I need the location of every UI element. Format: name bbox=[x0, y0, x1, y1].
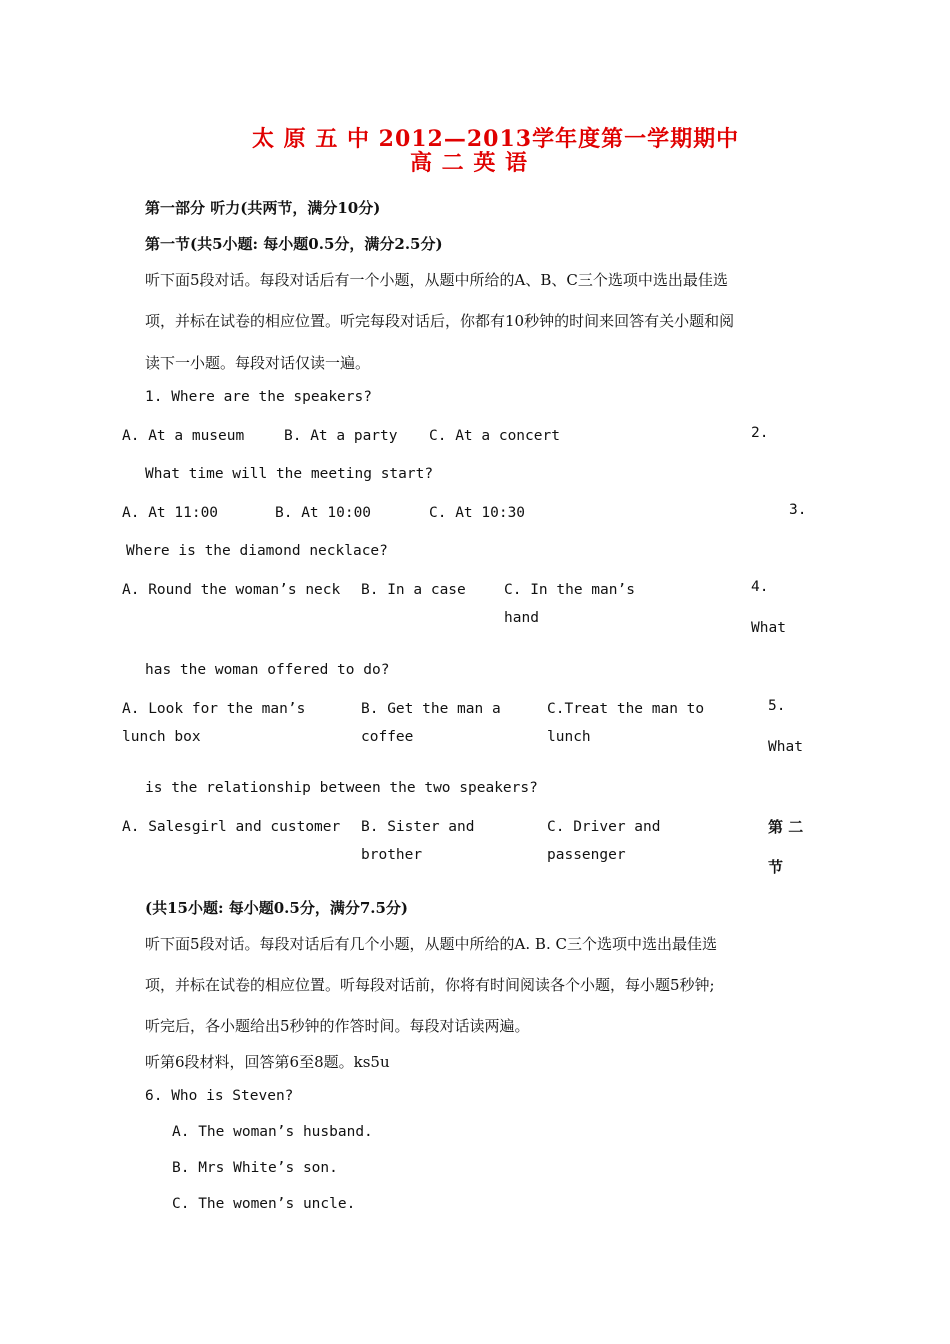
q4-option-b-line1: B. Get the man a bbox=[361, 701, 501, 717]
instruction-line: 项，并标在试卷的相应位置。听完每段对话后，你都有10秒钟的时间来回答有关小题和阅 bbox=[145, 312, 735, 330]
q5-number: 5. bbox=[768, 698, 786, 714]
title-line-2: 高 二 英 语 bbox=[410, 150, 528, 176]
q2-question: What time will the meeting start? bbox=[145, 466, 434, 482]
section2-instruction-line: 听下面5段对话。每段对话后有几个小题，从题中所给的A. B. C三个选项中选出最佳选 bbox=[145, 935, 717, 953]
q6-question: 6. Who is Steven? bbox=[145, 1088, 294, 1104]
q5-option-a: A. Salesgirl and customer bbox=[122, 819, 341, 835]
q4-number: 4. bbox=[751, 579, 769, 595]
q1-option-c: C. At a concert bbox=[429, 428, 560, 444]
section1-heading: 第一节(共5小题: 每小题0.5分，满分2.5分) bbox=[145, 235, 443, 253]
q5-option-b-line1: B. Sister and bbox=[361, 819, 475, 835]
q1-question: 1. Where are the speakers? bbox=[145, 389, 372, 405]
q3-number: 3. bbox=[789, 502, 807, 518]
q3-question: Where is the diamond necklace? bbox=[126, 543, 388, 559]
q3-option-b: B. In a case bbox=[361, 582, 466, 598]
q1-option-a: A. At a museum bbox=[122, 428, 245, 444]
q5-question: is the relationship between the two speakers? bbox=[145, 780, 538, 796]
section2-material-note: 听第6段材料，回答第6至8题。ks5u bbox=[145, 1053, 390, 1071]
q4-option-c-line1: C.Treat the man to bbox=[547, 701, 705, 717]
q3-option-c-line1: C. In the man’s bbox=[504, 582, 635, 598]
section2-heading: (共15小题: 每小题0.5分，满分7.5分) bbox=[145, 899, 409, 917]
q6-option-a: A. The woman’s husband. bbox=[172, 1124, 373, 1140]
q4-option-a-line1: A. Look for the man’s bbox=[122, 701, 306, 717]
q2-option-c: C. At 10:30 bbox=[429, 505, 526, 521]
q5-option-b-line2: brother bbox=[361, 847, 423, 863]
q3-option-c-line2: hand bbox=[504, 610, 539, 626]
q4-option-a-line2: lunch box bbox=[122, 729, 201, 745]
section2-label-line2: 节 bbox=[768, 858, 784, 876]
q4-question: has the woman offered to do? bbox=[145, 662, 390, 678]
section2-label-line1: 第 二 bbox=[768, 818, 804, 836]
section2-instruction-line: 听完后，各小题给出5秒钟的作答时间。每段对话读两遍。 bbox=[145, 1017, 530, 1035]
q2-number: 2. bbox=[751, 425, 769, 441]
q4-option-c-line2: lunch bbox=[547, 729, 591, 745]
q5-option-c-line2: passenger bbox=[547, 847, 626, 863]
q5-option-c-line1: C. Driver and bbox=[547, 819, 661, 835]
q4-number-word: What bbox=[751, 620, 786, 636]
part1-heading: 第一部分 听力(共两节，满分10分) bbox=[145, 199, 381, 217]
q5-number-word: What bbox=[768, 739, 803, 755]
instruction-line: 听下面5段对话。每段对话后有一个小题，从题中所给的A、B、C三个选项中选出最佳选 bbox=[145, 271, 728, 289]
q4-option-b-line2: coffee bbox=[361, 729, 414, 745]
title-line-1: 太 原 五 中 2012—2013学年度第一学期期中 bbox=[252, 126, 740, 152]
q6-option-c: C. The women’s uncle. bbox=[172, 1196, 356, 1212]
section2-instruction-line: 项，并标在试卷的相应位置。听每段对话前，你将有时间阅读各个小题，每小题5秒钟; bbox=[145, 976, 715, 994]
q1-option-b: B. At a party bbox=[284, 428, 398, 444]
instruction-line: 读下一小题。每段对话仅读一遍。 bbox=[145, 354, 371, 372]
q6-option-b: B. Mrs White’s son. bbox=[172, 1160, 338, 1176]
q3-option-a: A. Round the woman’s neck bbox=[122, 582, 341, 598]
q2-option-a: A. At 11:00 bbox=[122, 505, 219, 521]
q2-option-b: B. At 10:00 bbox=[275, 505, 372, 521]
